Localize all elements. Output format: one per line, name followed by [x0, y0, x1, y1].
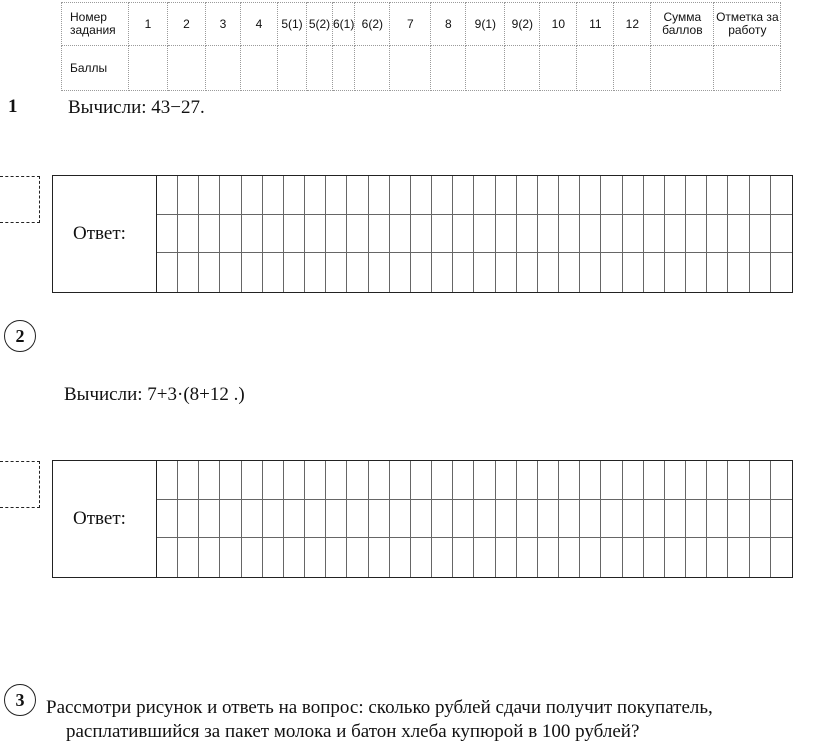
answer-cell[interactable]	[284, 500, 305, 539]
answer-cell[interactable]	[517, 461, 538, 500]
answer-cell[interactable]	[771, 538, 792, 577]
answer-cell[interactable]	[347, 253, 368, 292]
answer-cell[interactable]	[347, 538, 368, 577]
col-header: 8	[431, 3, 466, 46]
answer-cell[interactable]	[453, 538, 474, 577]
answer-cell[interactable]	[474, 500, 495, 539]
answer-cell[interactable]	[474, 538, 495, 577]
score-cell[interactable]	[505, 46, 540, 91]
answer-cell[interactable]	[559, 461, 580, 500]
score-cell[interactable]	[129, 46, 168, 91]
answer-cell[interactable]	[157, 461, 178, 500]
answer-cell[interactable]	[220, 538, 241, 577]
answer-cell[interactable]	[728, 538, 749, 577]
task-number: 2	[15, 325, 25, 346]
answer-cell[interactable]	[178, 215, 199, 254]
answer-cell[interactable]	[771, 500, 792, 539]
answer-cell[interactable]	[199, 176, 220, 215]
answer-cell[interactable]	[496, 253, 517, 292]
answer-cell[interactable]	[305, 538, 326, 577]
task-text-line1: Рассмотри рисунок и ответь на вопрос: сколько рублей сдачи получит покупатель,	[46, 697, 713, 718]
task-number: 1	[8, 96, 18, 117]
answer-cell[interactable]	[686, 176, 707, 215]
answer-cell[interactable]	[707, 215, 728, 254]
answer-cell[interactable]	[474, 176, 495, 215]
answer-cell[interactable]	[284, 253, 305, 292]
answer-cell[interactable]	[686, 461, 707, 500]
sum-cell[interactable]	[651, 46, 714, 91]
answer-cell[interactable]	[347, 500, 368, 539]
answer-cell[interactable]	[432, 538, 453, 577]
answer-cell[interactable]	[305, 215, 326, 254]
answer-grid[interactable]	[157, 176, 792, 292]
task-number-circle	[4, 320, 36, 352]
answer-cell[interactable]	[326, 461, 347, 500]
col-header: 10	[540, 3, 577, 46]
answer-cell[interactable]	[453, 500, 474, 539]
answer-cell[interactable]	[496, 500, 517, 539]
answer-cell[interactable]	[178, 500, 199, 539]
grade-cell[interactable]	[714, 46, 781, 91]
answer-cell[interactable]	[453, 253, 474, 292]
answer-cell[interactable]	[284, 215, 305, 254]
answer-cell[interactable]	[263, 538, 284, 577]
answer-cell[interactable]	[644, 215, 665, 254]
answer-cell[interactable]	[220, 215, 241, 254]
answer-cell[interactable]	[538, 500, 559, 539]
score-cell[interactable]	[466, 46, 505, 91]
answer-cell[interactable]	[242, 500, 263, 539]
col-header: 5(2)	[307, 3, 333, 46]
col-header: 3	[206, 3, 241, 46]
answer-cell[interactable]	[390, 538, 411, 577]
answer-cell[interactable]	[538, 176, 559, 215]
answer-cell[interactable]	[157, 215, 178, 254]
answer-cell[interactable]	[432, 215, 453, 254]
answer-label: Ответ:	[53, 461, 157, 577]
answer-cell[interactable]	[390, 215, 411, 254]
answer-cell[interactable]	[623, 461, 644, 500]
answer-cell[interactable]	[771, 253, 792, 292]
answer-cell[interactable]	[411, 215, 432, 254]
answer-cell[interactable]	[728, 215, 749, 254]
answer-cell[interactable]	[390, 176, 411, 215]
answer-cell[interactable]	[580, 176, 601, 215]
answer-cell[interactable]	[326, 538, 347, 577]
task-number: 3	[15, 689, 25, 710]
answer-cell[interactable]	[305, 500, 326, 539]
answer-cell[interactable]	[411, 461, 432, 500]
score-cell[interactable]	[540, 46, 577, 91]
header-label: Номер задания	[62, 3, 129, 46]
col-header: 6(2)	[355, 3, 390, 46]
answer-cell[interactable]	[157, 500, 178, 539]
score-cell[interactable]	[614, 46, 651, 91]
answer-cell[interactable]	[750, 215, 771, 254]
answer-cell[interactable]	[263, 253, 284, 292]
task-text: Вычисли: 7+3·(8+12 .)	[64, 384, 245, 405]
answer-cell[interactable]	[220, 500, 241, 539]
answer-cell[interactable]	[242, 253, 263, 292]
answer-cell[interactable]	[707, 176, 728, 215]
col-header: 4	[241, 3, 278, 46]
answer-cell[interactable]	[242, 176, 263, 215]
answer-cell[interactable]	[178, 176, 199, 215]
answer-cell[interactable]	[559, 215, 580, 254]
answer-cell[interactable]	[199, 538, 220, 577]
answer-cell[interactable]	[559, 538, 580, 577]
answer-cell[interactable]	[263, 215, 284, 254]
score-box	[0, 176, 40, 223]
score-cell[interactable]	[431, 46, 466, 91]
score-table	[61, 2, 781, 91]
answer-cell[interactable]	[771, 215, 792, 254]
answer-cell[interactable]	[750, 461, 771, 500]
score-cell[interactable]	[355, 46, 390, 91]
answer-cell[interactable]	[326, 215, 347, 254]
answer-cell[interactable]	[559, 253, 580, 292]
col-header: 12	[614, 3, 651, 46]
answer-cell[interactable]	[665, 176, 686, 215]
answer-box[interactable]	[52, 460, 793, 578]
answer-cell[interactable]	[686, 215, 707, 254]
answer-cell[interactable]	[199, 253, 220, 292]
score-cell[interactable]	[168, 46, 206, 91]
answer-cell[interactable]	[263, 461, 284, 500]
answer-cell[interactable]	[559, 500, 580, 539]
answer-cell[interactable]	[411, 253, 432, 292]
answer-cell[interactable]	[601, 176, 622, 215]
answer-cell[interactable]	[284, 538, 305, 577]
answer-cell[interactable]	[707, 253, 728, 292]
answer-cell[interactable]	[263, 176, 284, 215]
answer-cell[interactable]	[284, 461, 305, 500]
answer-cell[interactable]	[644, 253, 665, 292]
answer-cell[interactable]	[750, 538, 771, 577]
answer-cell[interactable]	[242, 461, 263, 500]
score-box	[0, 461, 40, 508]
answer-cell[interactable]	[665, 538, 686, 577]
answer-cell[interactable]	[601, 215, 622, 254]
answer-cell[interactable]	[771, 176, 792, 215]
col-header: 2	[168, 3, 206, 46]
answer-cell[interactable]	[305, 253, 326, 292]
answer-cell[interactable]	[707, 500, 728, 539]
answer-cell[interactable]	[538, 253, 559, 292]
task-text-line2: расплатившийся за пакет молока и батон хлеба купюрой в 100 рублей?	[66, 721, 640, 742]
answer-cell[interactable]	[369, 500, 390, 539]
answer-cell[interactable]	[623, 215, 644, 254]
answer-cell[interactable]	[750, 253, 771, 292]
answer-cell[interactable]	[771, 461, 792, 500]
answer-cell[interactable]	[432, 500, 453, 539]
answer-grid[interactable]	[157, 461, 792, 577]
answer-cell[interactable]	[750, 500, 771, 539]
answer-cell[interactable]	[369, 461, 390, 500]
answer-cell[interactable]	[686, 500, 707, 539]
answer-cell[interactable]	[347, 215, 368, 254]
answer-cell[interactable]	[347, 461, 368, 500]
answer-label: Ответ:	[53, 176, 157, 292]
answer-cell[interactable]	[517, 215, 538, 254]
answer-cell[interactable]	[199, 500, 220, 539]
answer-cell[interactable]	[538, 215, 559, 254]
answer-cell[interactable]	[707, 461, 728, 500]
answer-cell[interactable]	[369, 538, 390, 577]
answer-cell[interactable]	[665, 253, 686, 292]
answer-cell[interactable]	[644, 461, 665, 500]
col-header: 6(1)	[333, 3, 355, 46]
answer-cell[interactable]	[326, 176, 347, 215]
score-cell[interactable]	[577, 46, 614, 91]
answer-cell[interactable]	[665, 215, 686, 254]
answer-cell[interactable]	[347, 176, 368, 215]
answer-cell[interactable]	[728, 176, 749, 215]
answer-cell[interactable]	[453, 461, 474, 500]
answer-cell[interactable]	[326, 253, 347, 292]
answer-cell[interactable]	[601, 461, 622, 500]
score-cell[interactable]	[206, 46, 241, 91]
answer-cell[interactable]	[496, 538, 517, 577]
answer-cell[interactable]	[220, 176, 241, 215]
answer-cell[interactable]	[220, 253, 241, 292]
answer-cell[interactable]	[411, 176, 432, 215]
answer-cell[interactable]	[263, 500, 284, 539]
answer-cell[interactable]	[750, 176, 771, 215]
col-header: 1	[129, 3, 168, 46]
answer-cell[interactable]	[601, 538, 622, 577]
answer-cell[interactable]	[601, 253, 622, 292]
sum-header: Сумма баллов	[651, 3, 714, 46]
answer-cell[interactable]	[686, 538, 707, 577]
answer-cell[interactable]	[644, 538, 665, 577]
answer-cell[interactable]	[390, 461, 411, 500]
row-label: Баллы	[62, 46, 129, 91]
task-text: Вычисли: 43−27.	[68, 97, 205, 118]
answer-cell[interactable]	[728, 461, 749, 500]
answer-cell[interactable]	[453, 215, 474, 254]
answer-cell[interactable]	[242, 215, 263, 254]
answer-cell[interactable]	[623, 176, 644, 215]
answer-cell[interactable]	[474, 461, 495, 500]
answer-cell[interactable]	[517, 500, 538, 539]
score-cell[interactable]	[307, 46, 333, 91]
answer-cell[interactable]	[390, 253, 411, 292]
answer-cell[interactable]	[580, 215, 601, 254]
answer-cell[interactable]	[178, 253, 199, 292]
grade-header: Отметка за работу	[714, 3, 781, 46]
answer-cell[interactable]	[453, 176, 474, 215]
answer-cell[interactable]	[686, 253, 707, 292]
answer-cell[interactable]	[199, 461, 220, 500]
col-header: 9(1)	[466, 3, 505, 46]
col-header: 7	[390, 3, 431, 46]
answer-cell[interactable]	[496, 215, 517, 254]
score-cell[interactable]	[278, 46, 307, 91]
task-number-circle	[4, 684, 36, 716]
answer-cell[interactable]	[728, 500, 749, 539]
score-cell[interactable]	[241, 46, 278, 91]
answer-cell[interactable]	[411, 500, 432, 539]
answer-cell[interactable]	[644, 176, 665, 215]
answer-cell[interactable]	[623, 253, 644, 292]
answer-cell[interactable]	[728, 253, 749, 292]
answer-cell[interactable]	[538, 538, 559, 577]
answer-cell[interactable]	[326, 500, 347, 539]
answer-cell[interactable]	[432, 461, 453, 500]
col-header: 11	[577, 3, 614, 46]
answer-cell[interactable]	[369, 176, 390, 215]
answer-cell[interactable]	[157, 538, 178, 577]
answer-cell[interactable]	[199, 215, 220, 254]
answer-cell[interactable]	[369, 215, 390, 254]
answer-cell[interactable]	[220, 461, 241, 500]
answer-cell[interactable]	[411, 538, 432, 577]
answer-cell[interactable]	[369, 253, 390, 292]
answer-cell[interactable]	[284, 176, 305, 215]
answer-cell[interactable]	[517, 253, 538, 292]
answer-cell[interactable]	[432, 176, 453, 215]
answer-cell[interactable]	[242, 538, 263, 577]
col-header: 9(2)	[505, 3, 540, 46]
answer-cell[interactable]	[559, 176, 580, 215]
answer-cell[interactable]	[474, 215, 495, 254]
answer-cell[interactable]	[517, 176, 538, 215]
answer-cell[interactable]	[580, 538, 601, 577]
answer-cell[interactable]	[665, 500, 686, 539]
answer-box[interactable]	[52, 175, 793, 293]
answer-cell[interactable]	[178, 538, 199, 577]
answer-cell[interactable]	[580, 461, 601, 500]
answer-cell[interactable]	[580, 253, 601, 292]
answer-cell[interactable]	[432, 253, 453, 292]
answer-cell[interactable]	[623, 500, 644, 539]
answer-cell[interactable]	[496, 461, 517, 500]
answer-cell[interactable]	[580, 500, 601, 539]
answer-cell[interactable]	[644, 500, 665, 539]
answer-cell[interactable]	[157, 253, 178, 292]
answer-cell[interactable]	[157, 176, 178, 215]
answer-cell[interactable]	[601, 500, 622, 539]
score-cell[interactable]	[333, 46, 355, 91]
answer-cell[interactable]	[707, 538, 728, 577]
answer-cell[interactable]	[623, 538, 644, 577]
answer-cell[interactable]	[496, 176, 517, 215]
col-header: 5(1)	[278, 3, 307, 46]
score-cell[interactable]	[390, 46, 431, 91]
answer-cell[interactable]	[474, 253, 495, 292]
answer-cell[interactable]	[178, 461, 199, 500]
answer-cell[interactable]	[665, 461, 686, 500]
answer-cell[interactable]	[305, 176, 326, 215]
answer-cell[interactable]	[517, 538, 538, 577]
answer-cell[interactable]	[305, 461, 326, 500]
answer-cell[interactable]	[538, 461, 559, 500]
answer-cell[interactable]	[390, 500, 411, 539]
